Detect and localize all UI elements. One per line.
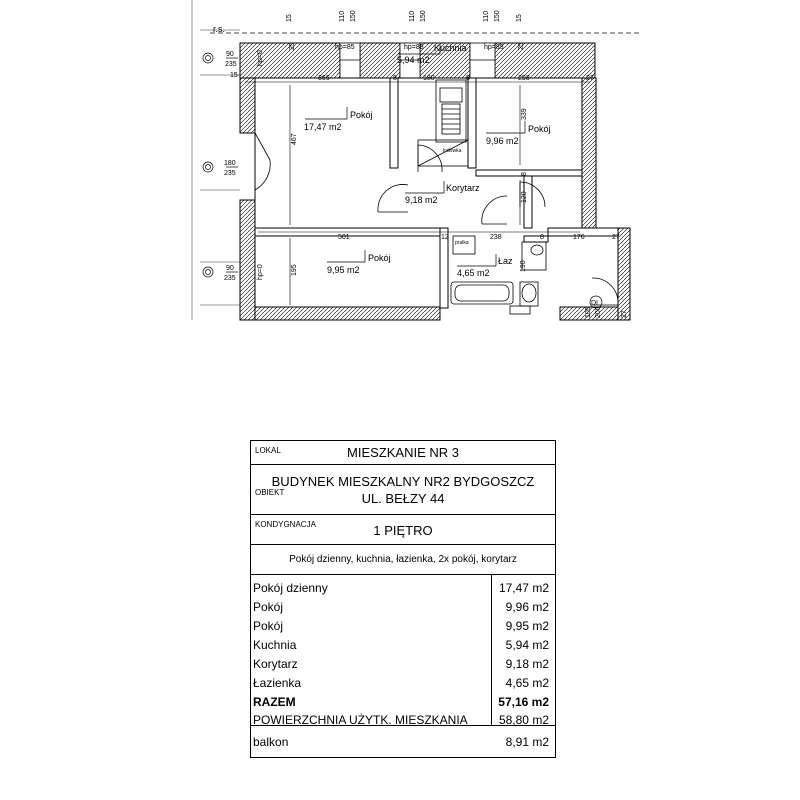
washer-label: pralka	[455, 240, 469, 246]
room-area: 9,96 m2	[486, 136, 519, 146]
area-row	[253, 655, 553, 674]
area-name: Pokój	[253, 619, 284, 633]
area-value: 9,95 m2	[505, 619, 549, 633]
room-label-living	[304, 107, 373, 132]
room-label-room2	[486, 121, 551, 146]
hp-label-1: hp=85	[335, 44, 355, 51]
dim-501: 501	[338, 234, 350, 241]
dim-8b: 8	[466, 75, 470, 82]
dim-8c: 8	[540, 234, 544, 241]
dim-top-150a: 150	[350, 10, 357, 22]
dim-top-110b: 110	[409, 10, 416, 22]
outline	[255, 78, 618, 307]
hp-label-3: hp=85	[484, 44, 504, 51]
area-name: Kuchnia	[253, 638, 297, 652]
room-label-corridor	[405, 181, 480, 205]
lokal-value: MIESZKANIE NR 3	[347, 445, 459, 460]
area-name: Łazienka	[253, 676, 302, 690]
dim-left-235a: 235	[225, 61, 237, 68]
dim-27b: 27	[612, 234, 620, 241]
apartment-info-table	[250, 440, 556, 758]
exterior-walls	[240, 43, 630, 320]
area-value: 5,94 m2	[505, 638, 549, 652]
area-value: 17,47 m2	[498, 581, 549, 595]
room-area: 9,18 m2	[405, 195, 438, 205]
room-area: 5,94 m2	[397, 55, 430, 65]
kondygnacja-tag: KONDYGNACJA	[255, 520, 316, 529]
dim-top-15b: 15	[516, 14, 523, 22]
dim-top-110a: 110	[339, 10, 346, 22]
di-label: DI	[591, 300, 598, 307]
room-area: 9,95 m2	[327, 265, 360, 275]
usable-row	[253, 711, 553, 730]
total-value: 57,16 m2	[498, 695, 549, 709]
dim-left-235b: 235	[224, 170, 236, 177]
dim-top-150c: 150	[494, 10, 501, 22]
dim-238: 238	[490, 234, 502, 241]
room-area: 4,65 m2	[457, 268, 490, 278]
dim-366: 366	[318, 75, 330, 82]
usable-name: POWIERZCHNIA UŻYTK. MIESZKANIA	[253, 713, 468, 727]
dim-120: 120	[521, 191, 528, 203]
area-value: 9,96 m2	[505, 600, 549, 614]
lokal-tag: LOKAL	[255, 446, 281, 455]
dim-105: 105	[585, 306, 592, 318]
room-label-bathroom	[457, 254, 513, 278]
area-name: Pokój dzienny	[253, 581, 328, 595]
dim-176: 176	[573, 234, 585, 241]
room-name: Pokój	[528, 124, 551, 134]
dim-25b: 25	[518, 42, 525, 50]
floor-plan	[0, 0, 800, 330]
dim-left-235c: 235	[224, 275, 236, 282]
dim-27c: 27	[621, 310, 628, 318]
dim-left-90a: 90	[226, 51, 234, 58]
balcony-row	[253, 733, 553, 752]
area-value: 9,18 m2	[505, 657, 549, 671]
area-row	[253, 674, 553, 693]
dim-top-110c: 110	[483, 10, 490, 22]
area-row	[253, 579, 553, 598]
obiekt-tag: OBIEKT	[255, 488, 285, 497]
rs-label: r.s.	[213, 24, 226, 34]
room-name: Korytarz	[446, 183, 480, 193]
dim-left-180: 180	[224, 160, 236, 167]
usable-value: 58,80 m2	[498, 713, 549, 727]
obiekt-line-1: BUDYNEK MIESZKALNY NR2 BYDGOSZCZ	[271, 474, 535, 489]
room-area: 17,47 m2	[304, 122, 342, 132]
area-row	[253, 617, 553, 636]
area-row	[253, 598, 553, 617]
dim-293: 293	[518, 75, 530, 82]
hp-label-left-2: hp=0	[257, 264, 264, 280]
dim-8d: 8	[521, 172, 528, 176]
dim-467: 467	[291, 133, 298, 145]
area-value: 4,65 m2	[505, 676, 549, 690]
room-label-room3	[327, 250, 391, 275]
dim-180h: 180	[423, 75, 435, 82]
dim-left-15: 15	[230, 72, 238, 79]
area-row	[253, 636, 553, 655]
dim-339: 339	[521, 108, 528, 120]
lokal-row	[251, 441, 555, 465]
total-row	[253, 693, 553, 712]
hp-label-left-1: hp=0	[257, 50, 264, 66]
area-name: Korytarz	[253, 657, 298, 671]
room-name: Pokój	[368, 253, 391, 263]
dim-left-90b: 90	[226, 265, 234, 272]
obiekt-row	[251, 465, 555, 515]
dim-top-15a: 15	[286, 14, 293, 22]
room-name: Łaz	[498, 256, 513, 266]
description-row	[251, 545, 555, 575]
dim-8a: 8	[393, 75, 397, 82]
kondygnacja-row	[251, 515, 555, 545]
balcony-value: 8,91 m2	[505, 735, 549, 749]
obiekt-line-2: UL. BEŁZY 44	[361, 491, 445, 506]
hp-label-2: hp=85	[404, 44, 424, 51]
dim-190: 190	[520, 260, 527, 272]
area-name: Pokój	[253, 600, 284, 614]
kondygnacja-value: 1 PIĘTRO	[373, 523, 433, 538]
room-name: Pokój	[350, 110, 373, 120]
usable-divider	[251, 725, 555, 726]
room-name: Kuchnia	[434, 43, 467, 53]
dim-25a: 25	[289, 42, 296, 50]
fridge-label: lodówka	[443, 148, 462, 154]
dim-27a: 27	[586, 75, 594, 82]
dim-200: 200	[595, 306, 602, 318]
dim-12: 12	[441, 234, 449, 241]
total-name: RAZEM	[253, 695, 296, 709]
dim-top-150b: 150	[420, 10, 427, 22]
dim-195: 195	[291, 264, 298, 276]
room-description: Pokój dzienny, kuchnia, łazienka, 2x pokój, korytarz	[289, 554, 517, 565]
balcony-name: balkon	[253, 735, 289, 749]
